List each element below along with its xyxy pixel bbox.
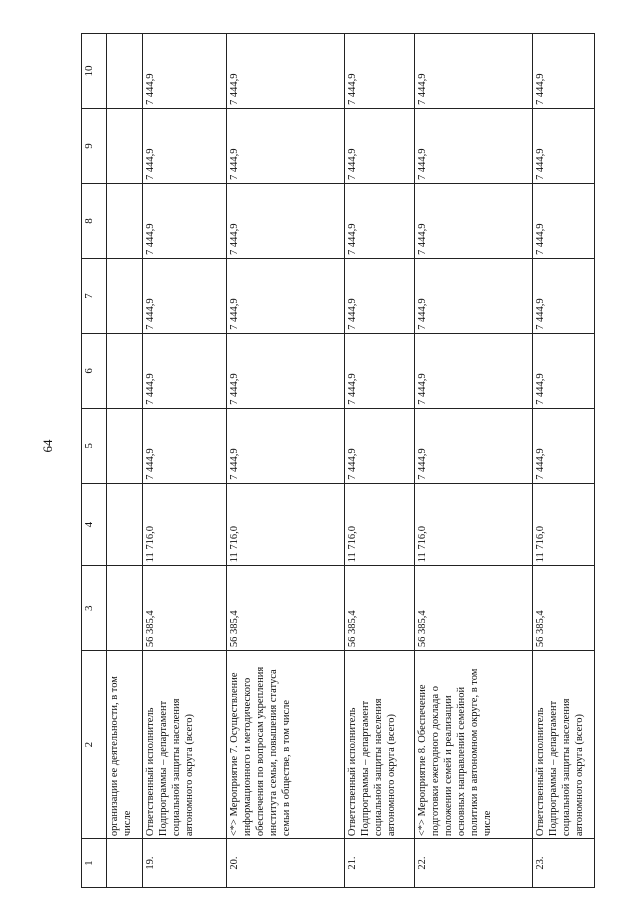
cell-value: 7 444,9 [415, 34, 533, 109]
cell-value: 7 444,9 [227, 109, 345, 184]
header-row [82, 34, 107, 888]
cell-value: 56 385,4 [415, 566, 533, 651]
rotated-table-container [81, 33, 591, 888]
cell-value: 7 444,9 [415, 109, 533, 184]
cell-value: 11 716,0 [415, 483, 533, 566]
cell-value: 7 444,9 [345, 258, 415, 333]
cell-value: 7 444,9 [533, 34, 595, 109]
cell-value: 7 444,9 [415, 258, 533, 333]
row-description: Ответственный исполнитель Подпрограммы – департамент социальной защиты населения автономного округа (всего) [143, 651, 227, 839]
col-header: 1 [82, 839, 107, 888]
table-row-continuation [107, 34, 143, 888]
cell-value: 7 444,9 [415, 408, 533, 483]
cell-value: 7 444,9 [533, 258, 595, 333]
cell-value: 7 444,9 [143, 408, 227, 483]
cell-value: 7 444,9 [345, 34, 415, 109]
col-header: 9 [82, 109, 107, 184]
row-description: <*> Мероприятие 7. Осуществление информационного и методического обеспечения по вопросам укрепления института семьи, повышения статуса семьи в обществе, в том числе [227, 651, 345, 839]
page-number: 64 [40, 439, 55, 453]
cell-value: 7 444,9 [227, 34, 345, 109]
row-number: 22. [415, 839, 533, 888]
cell-value: 7 444,9 [143, 183, 227, 258]
table-row [345, 34, 415, 888]
cell-value: 7 444,9 [533, 333, 595, 408]
cell-value: 7 444,9 [345, 109, 415, 184]
table-row [533, 34, 595, 888]
cell-value: 7 444,9 [227, 258, 345, 333]
row-number [107, 839, 143, 888]
cell-value: 7 444,9 [143, 34, 227, 109]
cell-value: 11 716,0 [533, 483, 595, 566]
cell-value: 11 716,0 [143, 483, 227, 566]
cell-value: 11 716,0 [345, 483, 415, 566]
cell-value: 7 444,9 [143, 109, 227, 184]
cell-value: 7 444,9 [415, 333, 533, 408]
cell-value: 56 385,4 [533, 566, 595, 651]
cell-value: 56 385,4 [227, 566, 345, 651]
cell-value: 7 444,9 [227, 183, 345, 258]
cell-value: 7 444,9 [143, 258, 227, 333]
row-description: <*> Мероприятие 8. Обеспечение подготовки ежегодного доклада о положении семей и реализации основных направлений семейной политики в автономном округе, в том числе [415, 651, 533, 839]
cell-value: 56 385,4 [143, 566, 227, 651]
cell-value: 7 444,9 [227, 333, 345, 408]
row-description: Ответственный исполнитель Подпрограммы – департамент социальной защиты населения автономного округа (всего) [345, 651, 415, 839]
cell-value: 7 444,9 [143, 333, 227, 408]
col-header: 2 [82, 651, 107, 839]
cell-value: 11 716,0 [227, 483, 345, 566]
col-header: 7 [82, 258, 107, 333]
cell-value: 7 444,9 [533, 408, 595, 483]
budget-table [81, 33, 595, 888]
row-description: Ответственный исполнитель Подпрограммы – департамент социальной защиты населения автономного округа (всего) [533, 651, 595, 839]
cell-value: 7 444,9 [415, 183, 533, 258]
cell-value: 56 385,4 [345, 566, 415, 651]
cell-value: 7 444,9 [345, 183, 415, 258]
row-number: 21. [345, 839, 415, 888]
row-number: 20. [227, 839, 345, 888]
row-number: 23. [533, 839, 595, 888]
col-header: 8 [82, 183, 107, 258]
col-header: 3 [82, 566, 107, 651]
table-row [415, 34, 533, 888]
cell-value: 7 444,9 [345, 408, 415, 483]
cell-value: 7 444,9 [227, 408, 345, 483]
cell-value: 7 444,9 [533, 183, 595, 258]
col-header: 10 [82, 34, 107, 109]
col-header: 6 [82, 333, 107, 408]
col-header: 5 [82, 408, 107, 483]
table-row [227, 34, 345, 888]
cell-value: 7 444,9 [345, 333, 415, 408]
table-row [143, 34, 227, 888]
row-number: 19. [143, 839, 227, 888]
row-description: организации ее деятельности, в том числе [107, 651, 143, 839]
col-header: 4 [82, 483, 107, 566]
cell-value: 7 444,9 [533, 109, 595, 184]
